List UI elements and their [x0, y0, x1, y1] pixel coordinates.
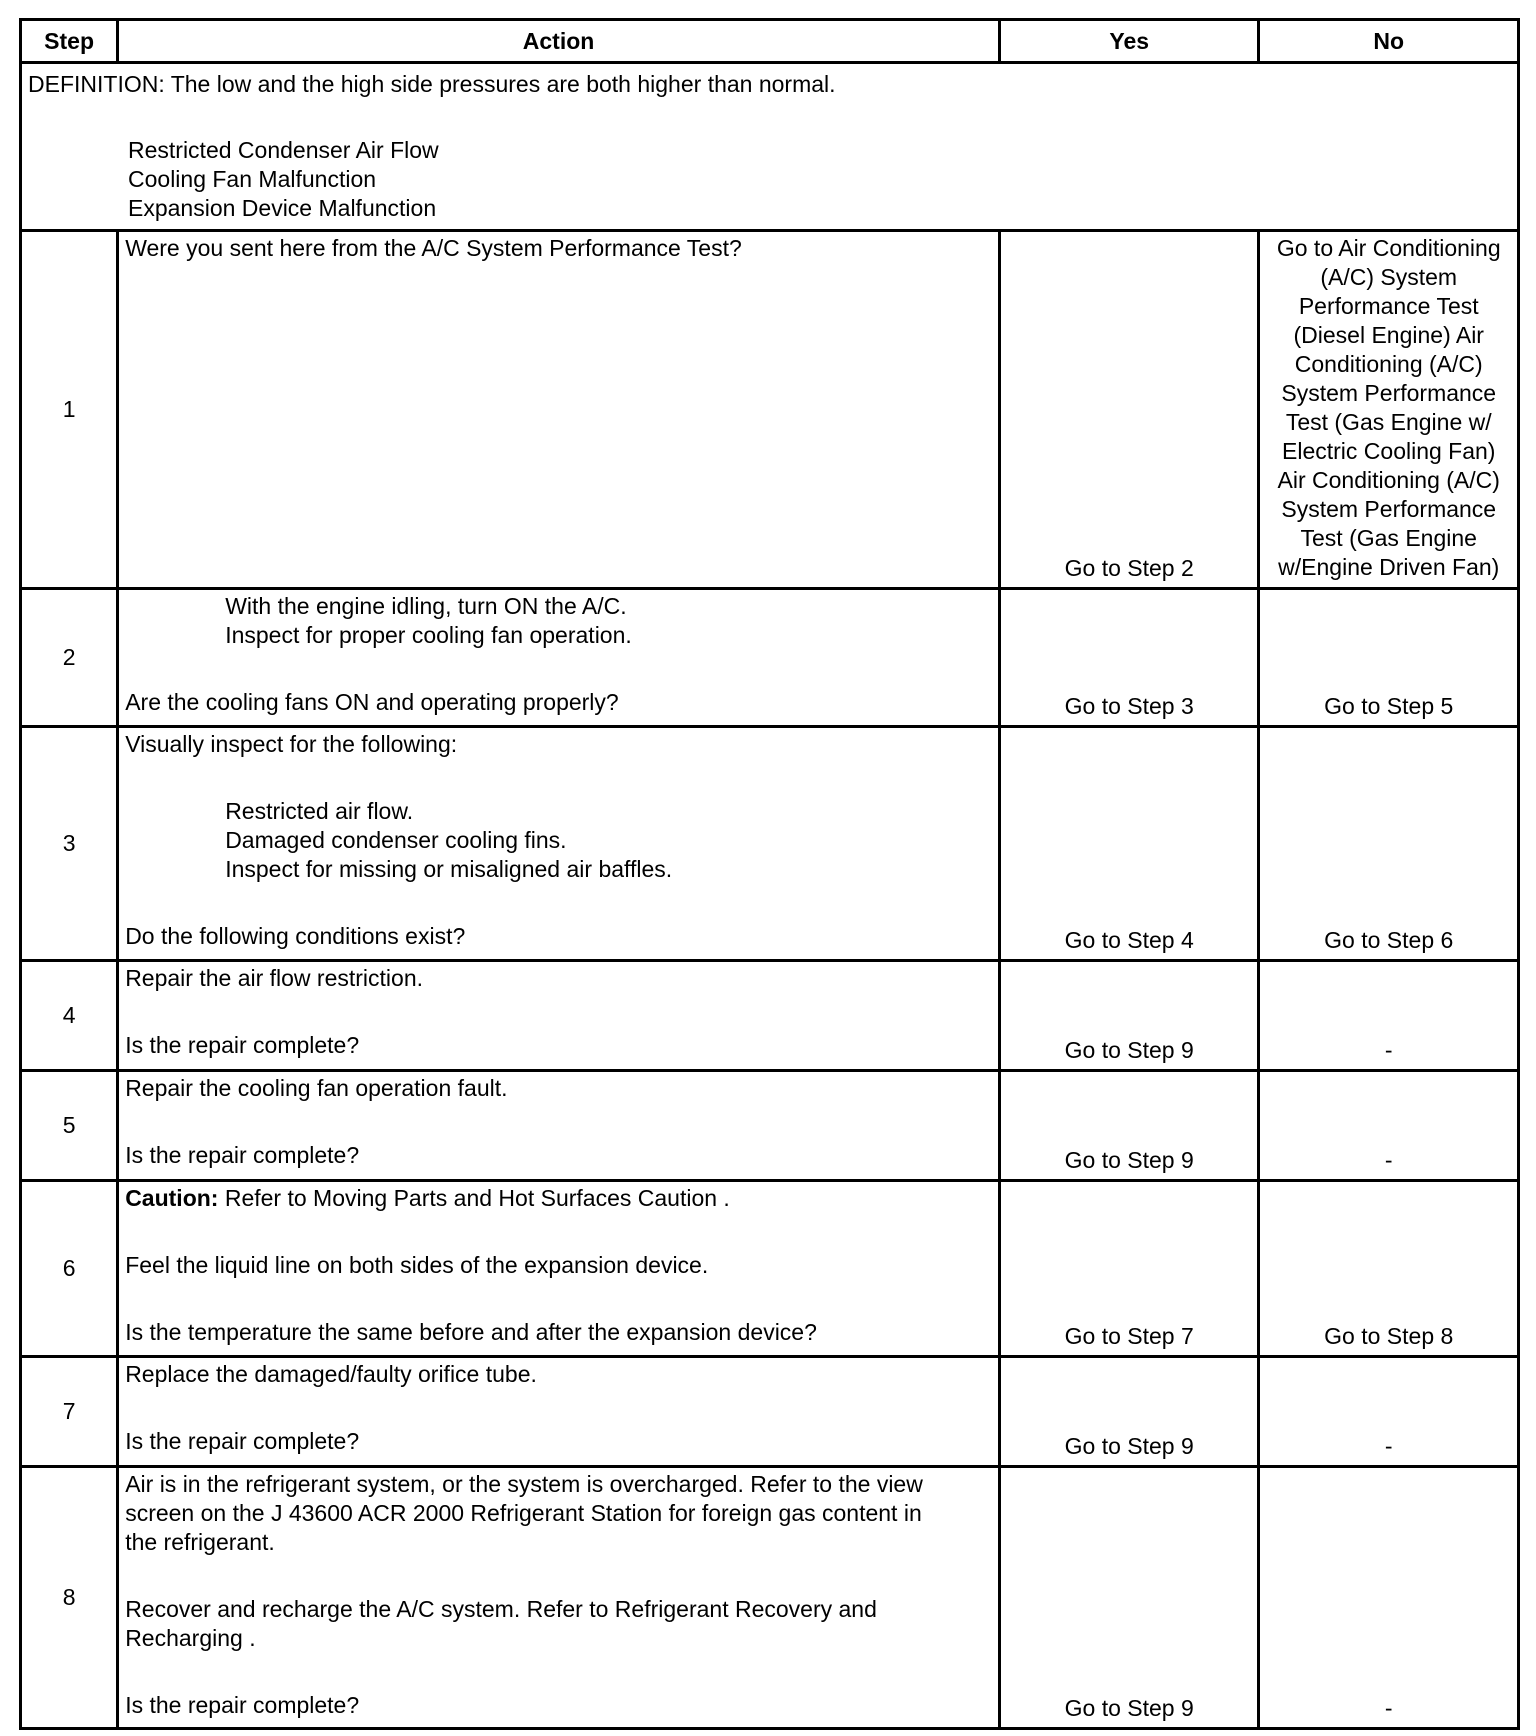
step-number: 2 — [21, 589, 118, 727]
action-intro: Visually inspect for the following: — [125, 731, 458, 757]
action-intro: Replace the damaged/faulty orifice tube. — [125, 1361, 537, 1387]
action-body: Feel the liquid line on both sides of the expansion device. — [125, 1252, 709, 1278]
step-number: 5 — [21, 1071, 118, 1181]
action-paragraph-line: the refrigerant. — [125, 1529, 275, 1555]
action-cell — [118, 1357, 1000, 1467]
table-row — [21, 961, 1519, 1071]
action-question: Is the repair complete? — [125, 1692, 360, 1718]
table-row — [21, 589, 1519, 727]
header-action: Action — [118, 20, 1000, 63]
action-question: Is the repair complete? — [125, 1142, 360, 1168]
no-line: Test (Gas Engine — [1300, 525, 1477, 551]
no-line: w/Engine Driven Fan) — [1278, 554, 1500, 580]
caution-text: Refer to Moving Parts and Hot Surfaces Caution . — [218, 1185, 730, 1211]
table-row — [21, 727, 1519, 961]
definition-row — [21, 63, 1519, 231]
step-number: 4 — [21, 961, 118, 1071]
caution-label: Caution: — [125, 1185, 219, 1211]
no-line: (Diesel Engine) Air — [1293, 322, 1484, 348]
action-intro: Repair the cooling fan operation fault. — [125, 1075, 508, 1101]
table-row — [21, 1357, 1519, 1467]
header-step: Step — [21, 20, 118, 63]
no-line: Performance Test — [1298, 293, 1479, 319]
yes-cell: Go to Step 4 — [999, 727, 1259, 961]
action-bullet: Inspect for missing or misaligned air baffles. — [225, 856, 673, 882]
diagnostic-table — [19, 18, 1520, 1730]
definition-cell — [21, 63, 1519, 231]
yes-cell: Go to Step 9 — [999, 961, 1259, 1071]
no-cell: - — [1259, 1357, 1519, 1467]
action-paragraph-line: screen on the J 43600 ACR 2000 Refrigerant Station for foreign gas content in — [125, 1500, 922, 1526]
yes-cell: Go to Step 7 — [999, 1181, 1259, 1357]
action-bullet: Inspect for proper cooling fan operation. — [225, 622, 632, 648]
action-cell — [118, 1181, 1000, 1357]
no-line: (A/C) System — [1320, 264, 1458, 290]
action-bullet: Damaged condenser cooling fins. — [225, 827, 567, 853]
action-cell — [118, 1467, 1000, 1729]
no-line: Test (Gas Engine w/ — [1285, 409, 1492, 435]
step-number: 3 — [21, 727, 118, 961]
no-cell: Go to Step 5 — [1259, 589, 1519, 727]
no-cell: - — [1259, 1467, 1519, 1729]
action-intro: Repair the air flow restriction. — [125, 965, 424, 991]
action-cell — [118, 1071, 1000, 1181]
action-cell — [118, 589, 1000, 727]
no-cell: Go to Step 8 — [1259, 1181, 1519, 1357]
no-cell: - — [1259, 1071, 1519, 1181]
yes-cell: Go to Step 9 — [999, 1357, 1259, 1467]
table-row — [21, 1467, 1519, 1729]
action-question: Do the following conditions exist? — [125, 923, 466, 949]
table-row — [21, 1181, 1519, 1357]
table-row — [21, 1071, 1519, 1181]
step-number: 7 — [21, 1357, 118, 1467]
action-question: Is the temperature the same before and after the expansion device? — [125, 1319, 817, 1345]
step-number: 8 — [21, 1467, 118, 1729]
action-paragraph-line: Recharging . — [125, 1625, 256, 1651]
yes-cell: Go to Step 2 — [999, 231, 1259, 589]
no-line: Go to Air Conditioning — [1276, 235, 1501, 261]
yes-cell: Go to Step 9 — [999, 1071, 1259, 1181]
action-paragraph-line: Air is in the refrigerant system, or the system is overcharged. Refer to the view — [125, 1471, 923, 1497]
no-line: Air Conditioning (A/C) — [1277, 467, 1500, 493]
no-line: Conditioning (A/C) — [1294, 351, 1483, 377]
header-row — [21, 20, 1519, 63]
no-line: System Performance — [1281, 496, 1497, 522]
action-cell — [118, 961, 1000, 1071]
action-question: Were you sent here from the A/C System Performance Test? — [125, 235, 742, 261]
definition-item: Cooling Fan Malfunction — [128, 166, 377, 192]
table-row — [21, 231, 1519, 589]
step-number: 1 — [21, 231, 118, 589]
action-question: Is the repair complete? — [125, 1032, 360, 1058]
no-line: Electric Cooling Fan) — [1282, 438, 1496, 464]
no-line: System Performance — [1281, 380, 1497, 406]
action-bullet: Restricted air flow. — [225, 798, 414, 824]
yes-cell: Go to Step 9 — [999, 1467, 1259, 1729]
action-cell — [118, 727, 1000, 961]
action-paragraph-line: Recover and recharge the A/C system. Refer to Refrigerant Recovery and — [125, 1596, 877, 1622]
no-cell: - — [1259, 961, 1519, 1071]
definition-item: Restricted Condenser Air Flow — [128, 137, 439, 163]
action-question: Is the repair complete? — [125, 1428, 360, 1454]
definition-text: DEFINITION: The low and the high side pressures are both higher than normal. — [28, 71, 836, 97]
caution-line — [125, 1184, 992, 1213]
action-bullet: With the engine idling, turn ON the A/C. — [225, 593, 627, 619]
action-question: Are the cooling fans ON and operating properly? — [125, 689, 619, 715]
no-cell — [1259, 231, 1519, 589]
yes-cell: Go to Step 3 — [999, 589, 1259, 727]
step-number: 6 — [21, 1181, 118, 1357]
definition-item: Expansion Device Malfunction — [128, 195, 437, 221]
header-yes: Yes — [999, 20, 1259, 63]
no-cell: Go to Step 6 — [1259, 727, 1519, 961]
action-cell — [118, 231, 1000, 589]
header-no: No — [1259, 20, 1519, 63]
